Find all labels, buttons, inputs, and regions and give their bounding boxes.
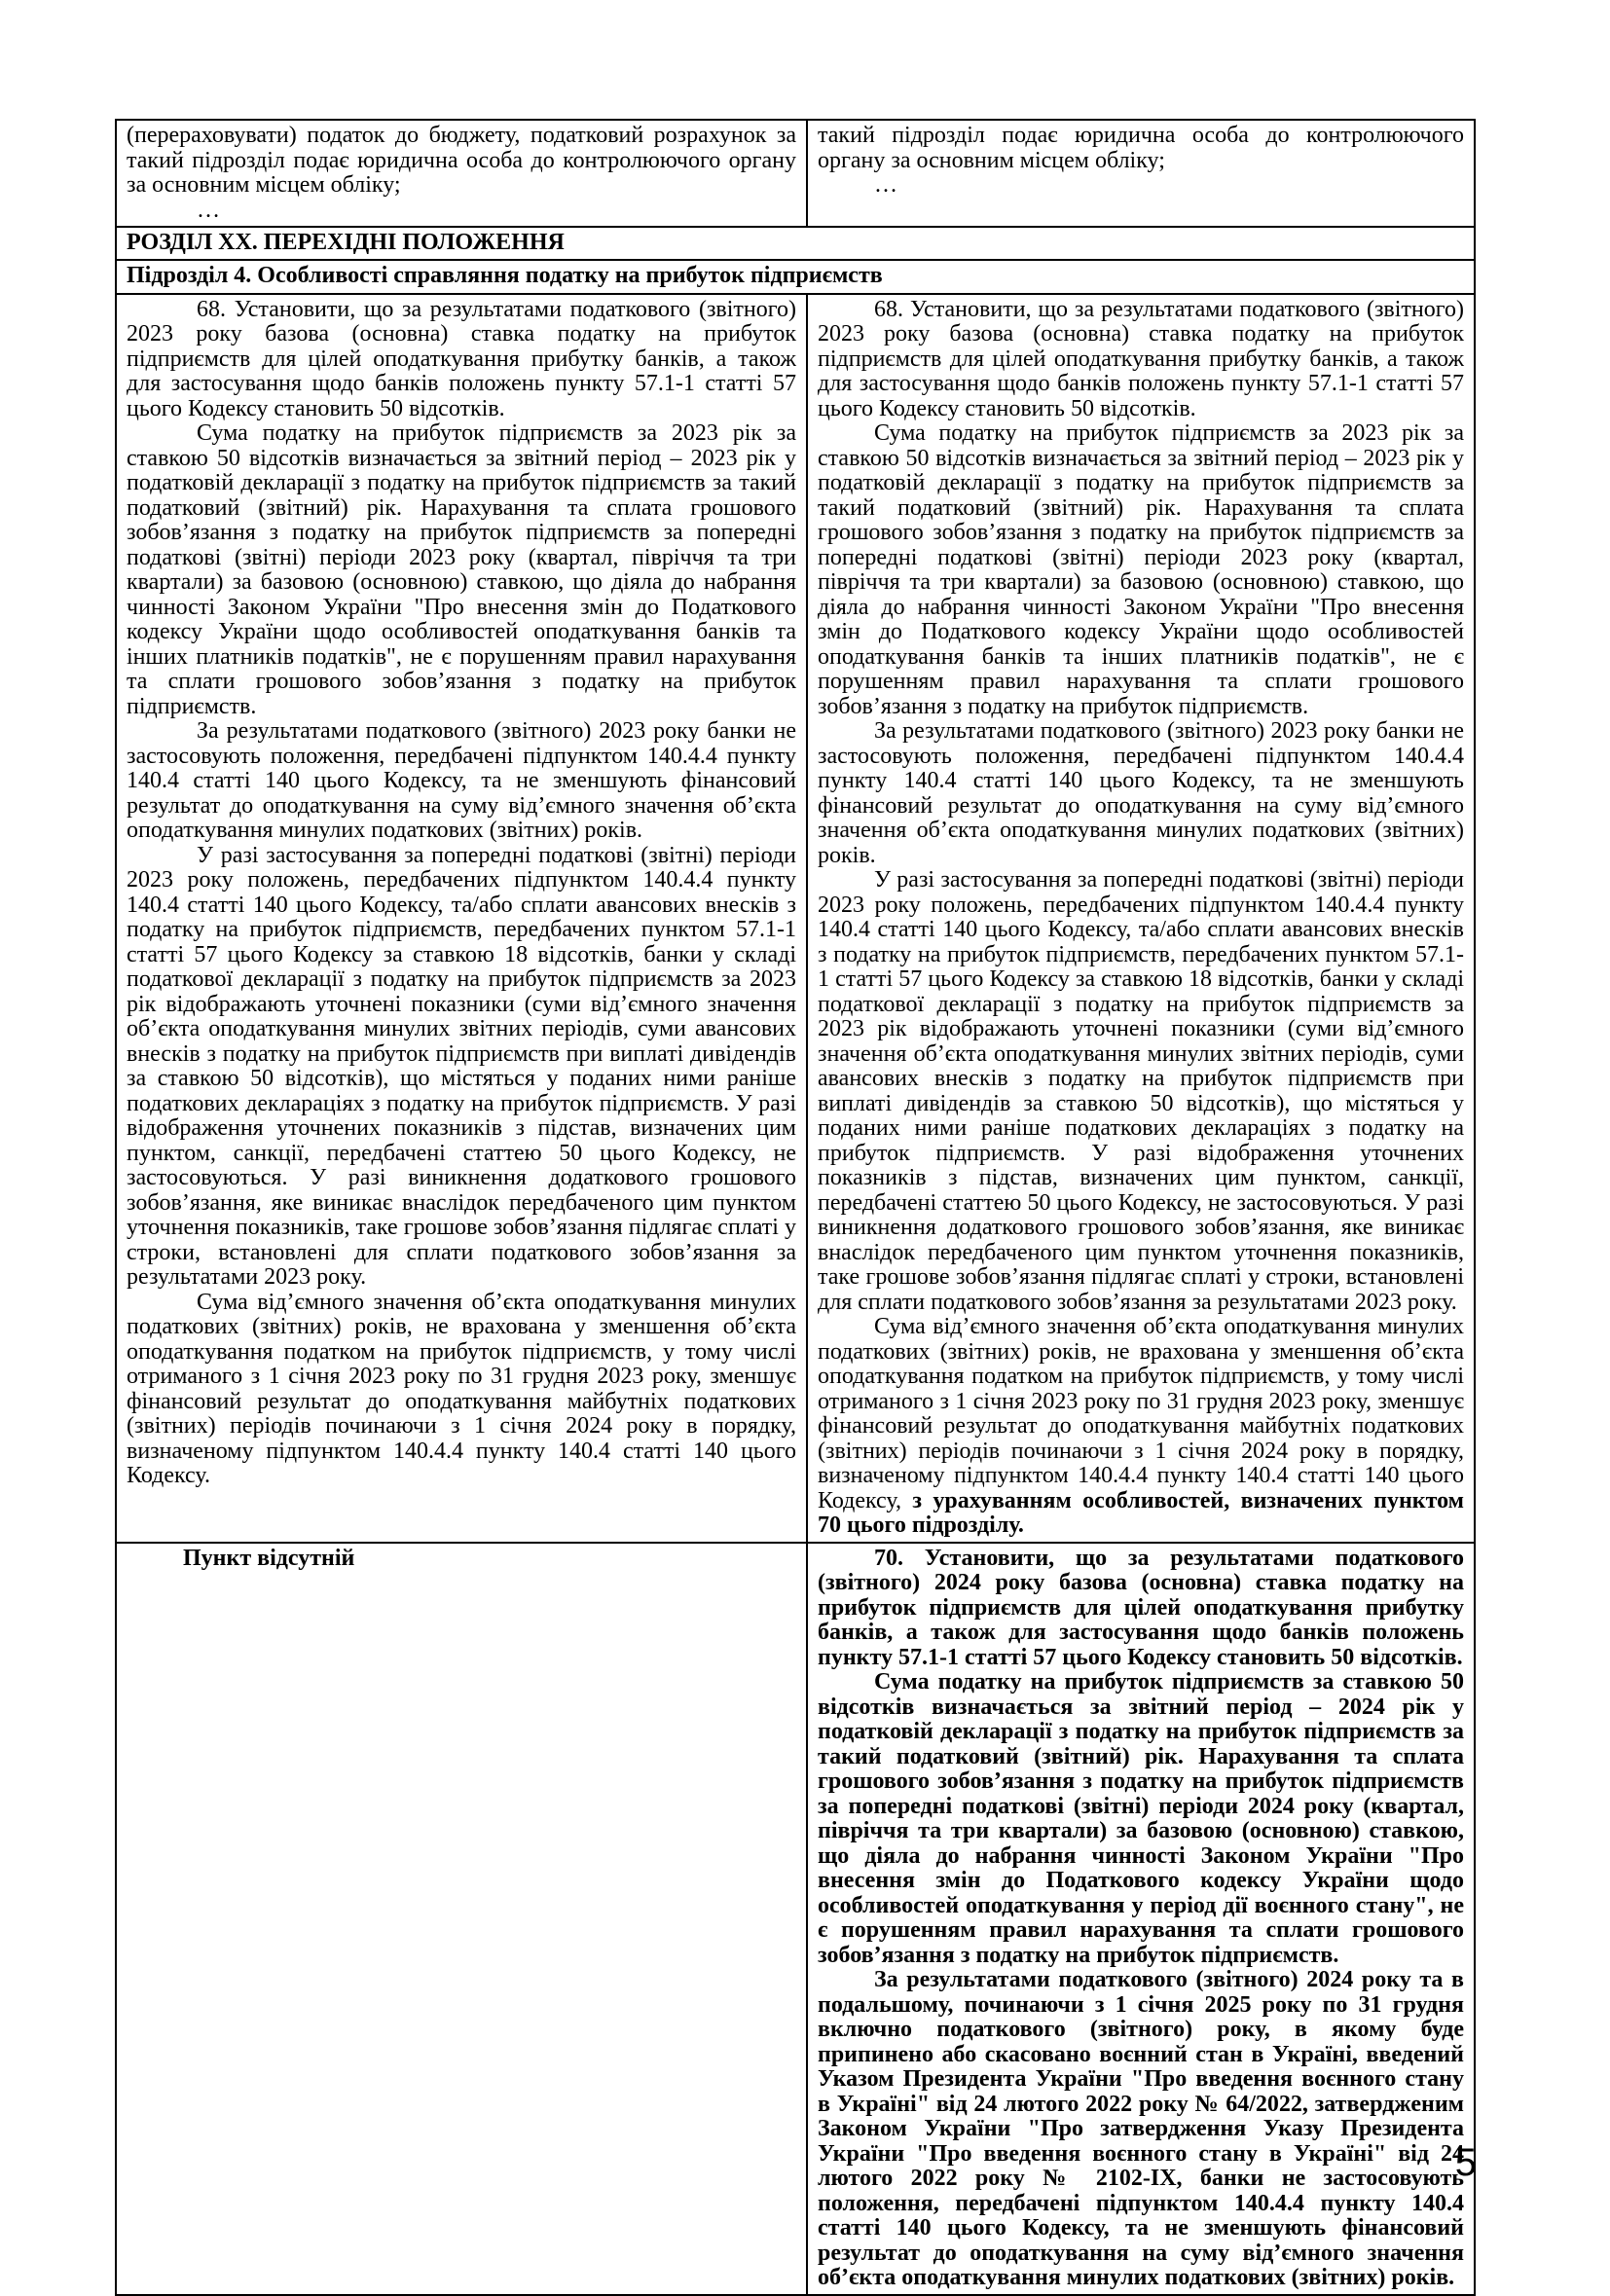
paragraph: Сума від’ємного значення об’єкта оподаткування минулих податкових (звітних) років, не врахована у зменшення об’єкта оподаткування податком на прибуток підприємств, у тому числі отриманого з 1 січня 2023 року по 31 грудня 2023 року, зменшує фінансовий результат до оподаткування майбутніх податкових (звітних) періодів починаючи з 1 січня 2024 року в порядку, визначеному підпунктом 140.4.4 пункту 140.4 статті 140 цього Кодексу.	[127, 1289, 796, 1488]
new-version-cell-68	[807, 294, 1475, 1543]
section-header: РОЗДІЛ XX. ПЕРЕХІДНІ ПОЛОЖЕННЯ	[116, 227, 1475, 260]
new-version-cell-70	[807, 1543, 1475, 2295]
paragraph-with-amendment	[818, 1315, 1464, 1539]
paragraph: Сума податку на прибуток підприємств за ставкою 50 відсотків визначається за звітний період – 2024 рік у податковій декларації з податку на прибуток підприємств за такий податковий (звітний) рік. Нарахування та сплата грошового зобов’язання з податку на прибуток підприємств за попередні податкові (звітні) періоди 2024 року (квартал, півріччя та три квартали) за базовою (основною) ставкою, що діяла до набрання чинності Законом України "Про внесення змін до Податкового кодексу України щодо особливостей оподаткування у період дії воєнного стану", не є порушенням правил нарахування та сплати грошового зобов’язання з податку на прибуток підприємств.	[818, 1669, 1464, 1968]
paragraph-bold-amendment: з урахуванням особливостей, визначених пунктом 70 цього підрозділу.	[818, 1487, 1464, 1538]
old-version-continuation-text: (перераховувати) податок до бюджету, податковий розрахунок за такий підрозділ подає юридична особа до контролюючого органу за основним місцем обліку;	[127, 123, 796, 198]
page-number: 5	[1454, 2141, 1477, 2184]
comparison-table	[115, 119, 1476, 2296]
paragraph: За результатами податкового (звітного) 2023 року банки не застосовують положення, передбачені підпунктом 140.4.4 пункту 140.4 статті 140 цього Кодексу, та не зменшують фінансовий результат до оподаткування на суму від’ємного значення об’єкта оподаткування минулих податкових (звітних) років.	[127, 718, 796, 843]
ellipsis-new: …	[874, 172, 897, 198]
old-version-cell-70	[116, 1543, 807, 2295]
new-version-cell-top	[807, 120, 1475, 227]
table-row-section-header	[116, 227, 1475, 260]
paragraph: Сума податку на прибуток підприємств за 2023 рік за ставкою 50 відсотків визначається за звітний період – 2023 рік у податковій декларації з податку на прибуток підприємств за такий податковий (звітний) рік. Нарахування та сплата грошового зобов’язання з податку на прибуток підприємств за попередні податкові (звітні) періоди 2023 року (квартал, півріччя та три квартали) за базовою (основною) ставкою, що діяла до набрання чинності Законом України "Про внесення змін до Податкового кодексу України щодо особливостей оподаткування банків та інших платників податків", не є порушенням правил нарахування та сплати грошового зобов’язання з податку на прибуток підприємств.	[127, 420, 796, 719]
paragraph: Сума податку на прибуток підприємств за 2023 рік за ставкою 50 відсотків визначається за звітний період – 2023 рік у податковій декларації з податку на прибуток підприємств за такий податковий (звітний) рік. Нарахування та сплата грошового зобов’язання з податку на прибуток підприємств за попередні податкові (звітні) періоди 2023 року (квартал, півріччя та три квартали) за базовою (основною) ставкою, що діяла до набрання чинності Законом України "Про внесення змін до Податкового кодексу України щодо особливостей оподаткування банків та інших платників податків", не є порушенням правил нарахування та сплати грошового зобов’язання з податку на прибуток підприємств.	[818, 420, 1464, 719]
table-row-subsection-header	[116, 260, 1475, 294]
table-row-paragraph-70	[116, 1543, 1475, 2295]
paragraph: У разі застосування за попередні податкові (звітні) періоди 2023 року положень, передбачених підпунктом 140.4.4 пункту 140.4 статті 140 цього Кодексу, та/або сплати авансових внесків з податку на прибуток підприємств, передбачених пунктом 57.1-1 статті 57 цього Кодексу за ставкою 18 відсотків, банки у складі податкової декларації з податку на прибуток підприємств за 2023 рік відображають уточнені показники (суми від’ємного значення об’єкта оподаткування минулих звітних періодів, суми авансових внесків з податку на прибуток підприємств при виплаті дивідендів за ставкою 50 відсотків), що містяться у поданих ними раніше податкових деклараціях з податку на прибуток підприємств. У разі відображення уточнених показників з підстав, визначених цим пунктом, санкції, передбачені статтею 50 цього Кодексу, не застосовуються. У разі виникнення додаткового грошового зобов’язання, яке виникає внаслідок передбаченого цим пунктом уточнення показників, таке грошове зобов’язання підлягає сплаті у строки, встановлені для сплати податкового зобов’язання за результатами 2023 року.	[818, 867, 1464, 1315]
ellipsis-old: …	[197, 197, 220, 223]
new-version-continuation-text: такий підрозділ подає юридична особа до контролюючого органу за основним місцем обліку;	[818, 123, 1464, 173]
paragraph: За результатами податкового (звітного) 2023 року банки не застосовують положення, передбачені підпунктом 140.4.4 пункту 140.4 статті 140 цього Кодексу, та не зменшують фінансовий результат до оподаткування на суму від’ємного значення об’єкта оподаткування минулих податкових (звітних) років.	[818, 718, 1464, 868]
paragraph-normal-part: Сума від’ємного значення об’єкта оподаткування минулих податкових (звітних) років, не врахована у зменшення об’єкта оподаткування податком на прибуток підприємств, у тому числі отриманого з 1 січня 2023 року по 31 грудня 2023 року, зменшує фінансовий результат до оподаткування майбутніх податкових (звітних) періодів починаючи з 1 січня 2024 року в порядку, визначеному підпунктом 140.4.4 пункту 140.4 статті 140 цього Кодексу,	[818, 1314, 1464, 1513]
subsection-header: Підрозділ 4. Особливості справляння податку на прибуток підприємств	[116, 260, 1475, 294]
absent-clause-label: Пункт відсутній	[183, 1545, 355, 1571]
table-row-continuation	[116, 120, 1475, 227]
paragraph: У разі застосування за попередні податкові (звітні) періоди 2023 року положень, передбачених підпунктом 140.4.4 пункту 140.4 статті 140 цього Кодексу, та/або сплати авансових внесків з податку на прибуток підприємств, передбачених пунктом 57.1-1 статті 57 цього Кодексу за ставкою 18 відсотків, банки у складі податкової декларації з податку на прибуток підприємств за 2023 рік відображають уточнені показники (суми від’ємного значення об’єкта оподаткування минулих звітних періодів, суми авансових внесків з податку на прибуток підприємств при виплаті дивідендів за ставкою 50 відсотків), що містяться у поданих ними раніше податкових деклараціях з податку на прибуток підприємств. У разі відображення уточнених показників з підстав, визначених цим пунктом, санкції, передбачені статтею 50 цього Кодексу, не застосовуються. У разі виникнення додаткового грошового зобов’язання, яке виникає внаслідок передбаченого цим пунктом уточнення показників, таке грошове зобов’язання підлягає сплаті у строки, встановлені для сплати податкового зобов’язання за результатами 2023 року.	[127, 842, 796, 1290]
old-version-cell-top	[116, 120, 807, 227]
paragraph: 68. Установити, що за результатами податкового (звітного) 2023 року базова (основна) ставка податку на прибуток підприємств для цілей оподаткування прибутку банків, а також для застосування щодо банків положень пункту 57.1-1 статті 57 цього Кодексу становить 50 відсотків.	[127, 296, 796, 421]
old-version-cell-68	[116, 294, 807, 1543]
table-row-paragraph-68	[116, 294, 1475, 1543]
paragraph: 70. Установити, що за результатами податкового (звітного) 2024 року базова (основна) ставка податку на прибуток підприємств для цілей оподаткування прибутку банків, а також для застосування щодо банків положень пункту 57.1-1 статті 57 цього Кодексу становить 50 відсотків.	[818, 1545, 1464, 1670]
paragraph: За результатами податкового (звітного) 2024 року та в подальшому, починаючи з 1 січня 2025 року по 31 грудня включно податкового (звітного) року, в якому буде припинено або скасовано воєнний стан в Україні, введений Указом Президента України "Про введення воєнного стану в Україні" від 24 лютого 2022 року № 64/2022, затвердженим Законом України "Про затвердження Указу Президента України "Про введення воєнного стану в Україні" від 24 лютого 2022 року № 2102-IX, банки не застосовують положення, передбачені підпунктом 140.4.4 пункту 140.4 статті 140 цього Кодексу, та не зменшують фінансовий результат до оподаткування на суму від’ємного значення об’єкта оподаткування минулих податкових (звітних) років.	[818, 1967, 1464, 2290]
paragraph: 68. Установити, що за результатами податкового (звітного) 2023 року базова (основна) ставка податку на прибуток підприємств для цілей оподаткування прибутку банків, а також для застосування щодо банків положень пункту 57.1-1 статті 57 цього Кодексу становить 50 відсотків.	[818, 296, 1464, 421]
